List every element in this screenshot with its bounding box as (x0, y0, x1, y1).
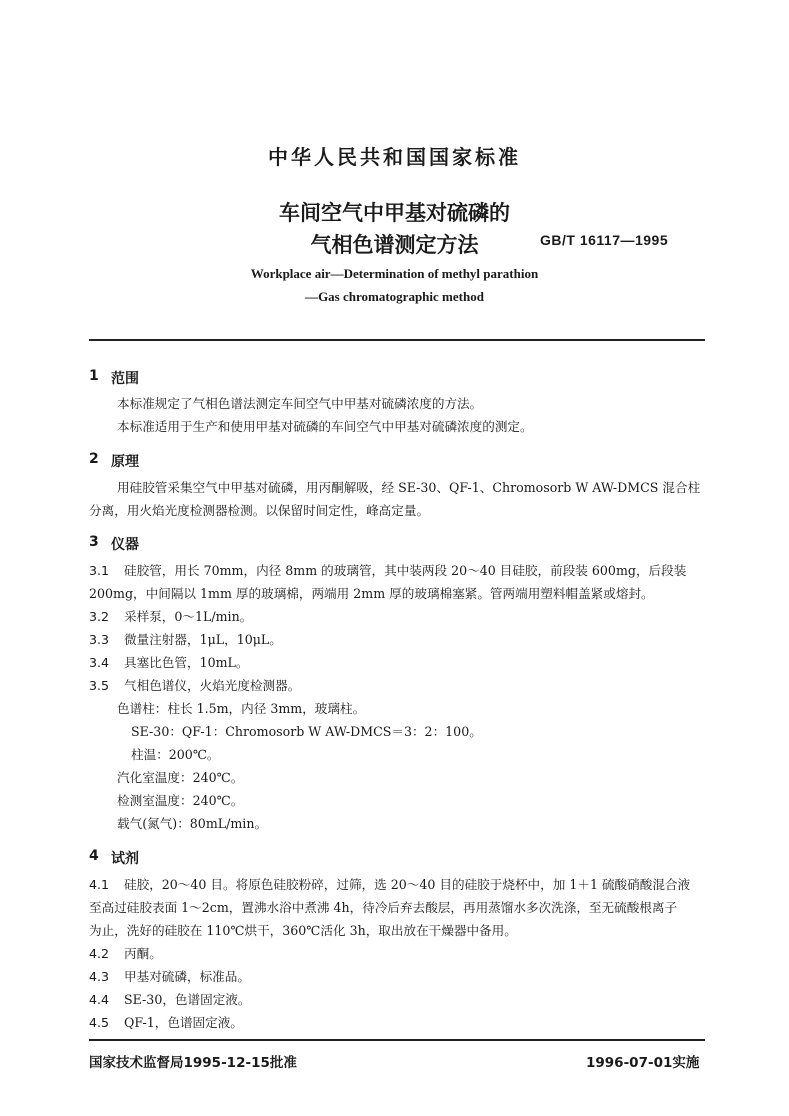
section-1-title: 范围 (111, 371, 139, 387)
title-cn-line1: 车间空气中甲基对硫磷的 (279, 201, 510, 225)
section-2-line-2: 分离，用火焰光度检测器检测。以保留时间定性，峰高定量。 (89, 503, 430, 518)
title-en-line2: —Gas chromatographic method (305, 289, 484, 304)
item-4-4-number: 4.4 (89, 992, 110, 1007)
section-3-title: 仪器 (111, 537, 139, 553)
item-3-5-phase-ratio: SE-30：QF-1：Chromosorb W AW-DMCS＝3：2：100。 (131, 724, 482, 739)
item-3-5-number: 3.5 (89, 678, 110, 693)
item-4-1-line-2: 至高过硅胶表面 1～2cm，置沸水浴中煮沸 4h，待冷后弃去酸层，再用蒸馏水多次洗涤，至无硫酸根离子 (89, 900, 678, 915)
item-4-3-text: 甲基对硫磷，标准品。 (124, 969, 250, 984)
item-4-4-text: SE-30，色谱固定液。 (124, 992, 251, 1007)
item-3-5-carrier-gas: 载气(氮气)：80mL/min。 (117, 816, 268, 831)
section-2-number: 2 (89, 451, 99, 467)
title-en-line1: Workplace air—Determination of methyl parathion (250, 266, 539, 281)
item-4-1-line-1: 硅胶，20～40 目。将原色硅胶粉碎，过筛，选 20～40 目的硅胶于烧杯中，加 1＋1 硫酸硝酸混合液 (124, 877, 691, 892)
item-3-5-detector-temp: 检测室温度：240℃。 (117, 793, 244, 808)
implementation-date: 1996-07-01实施 (586, 1055, 700, 1071)
item-4-2-text: 丙酮。 (124, 946, 162, 961)
item-4-2-number: 4.2 (89, 946, 110, 961)
title-cn-line2: 气相色谱测定方法 (310, 233, 479, 257)
section-2-line-1: 用硅胶管采集空气中甲基对硫磷，用丙酮解吸，经 SE-30、QF-1、Chromosorb W AW-DMCS 混合柱 (117, 480, 701, 495)
footer-divider (89, 1039, 705, 1041)
item-3-4-text: 具塞比色管，10mL。 (124, 655, 249, 670)
section-1-paragraph-1: 本标准规定了气相色谱法测定车间空气中甲基对硫磷浓度的方法。 (117, 396, 483, 411)
item-4-5-text: QF-1，色谱固定液。 (124, 1015, 243, 1030)
section-3-number: 3 (89, 534, 99, 550)
item-4-1-line-3: 为止，洗好的硅胶在 110℃烘干，360℃活化 3h，取出放在干燥器中备用。 (89, 923, 517, 938)
item-3-1-line-1: 硅胶管，用长 70mm，内径 8mm 的玻璃管，其中装两段 20～40 目硅胶，前段装 600mg，后段装 (124, 563, 687, 578)
item-3-5-column-temp: 柱温：200℃。 (131, 747, 220, 762)
section-4-title: 试剂 (111, 851, 139, 867)
item-3-3-number: 3.3 (89, 632, 110, 647)
item-3-5-column: 色谱柱：柱长 1.5m，内径 3mm，玻璃柱。 (117, 701, 366, 716)
approval-date: 国家技术监督局1995-12-15批准 (89, 1055, 297, 1071)
item-3-5-text: 气相色谱仪，火焰光度检测器。 (124, 678, 301, 693)
national-standard-heading: 中华人民共和国国家标准 (268, 145, 521, 169)
item-3-4-number: 3.4 (89, 655, 110, 670)
section-2-title: 原理 (111, 454, 139, 470)
item-3-1-number: 3.1 (89, 563, 110, 578)
item-3-2-text: 采样泵，0～1L/min。 (124, 609, 253, 624)
section-1-number: 1 (89, 368, 99, 384)
item-3-3-text: 微量注射器，1μL，10μL。 (124, 632, 282, 647)
item-4-5-number: 4.5 (89, 1015, 110, 1030)
section-1-paragraph-2: 本标准适用于生产和使用甲基对硫磷的车间空气中甲基对硫磷浓度的测定。 (117, 419, 533, 434)
standard-number: GB/T 16117—1995 (540, 232, 669, 248)
item-3-1-line-2: 200mg，中间隔以 1mm 厚的玻璃棉，两端用 2mm 厚的玻璃棉塞紧。管两端用塑料帽盖紧或熔封。 (89, 586, 654, 601)
item-4-1-number: 4.1 (89, 877, 110, 892)
header-divider (89, 339, 705, 341)
item-3-5-vaporizer-temp: 汽化室温度：240℃。 (117, 770, 244, 785)
item-4-3-number: 4.3 (89, 969, 110, 984)
section-4-number: 4 (89, 848, 99, 864)
item-3-2-number: 3.2 (89, 609, 110, 624)
